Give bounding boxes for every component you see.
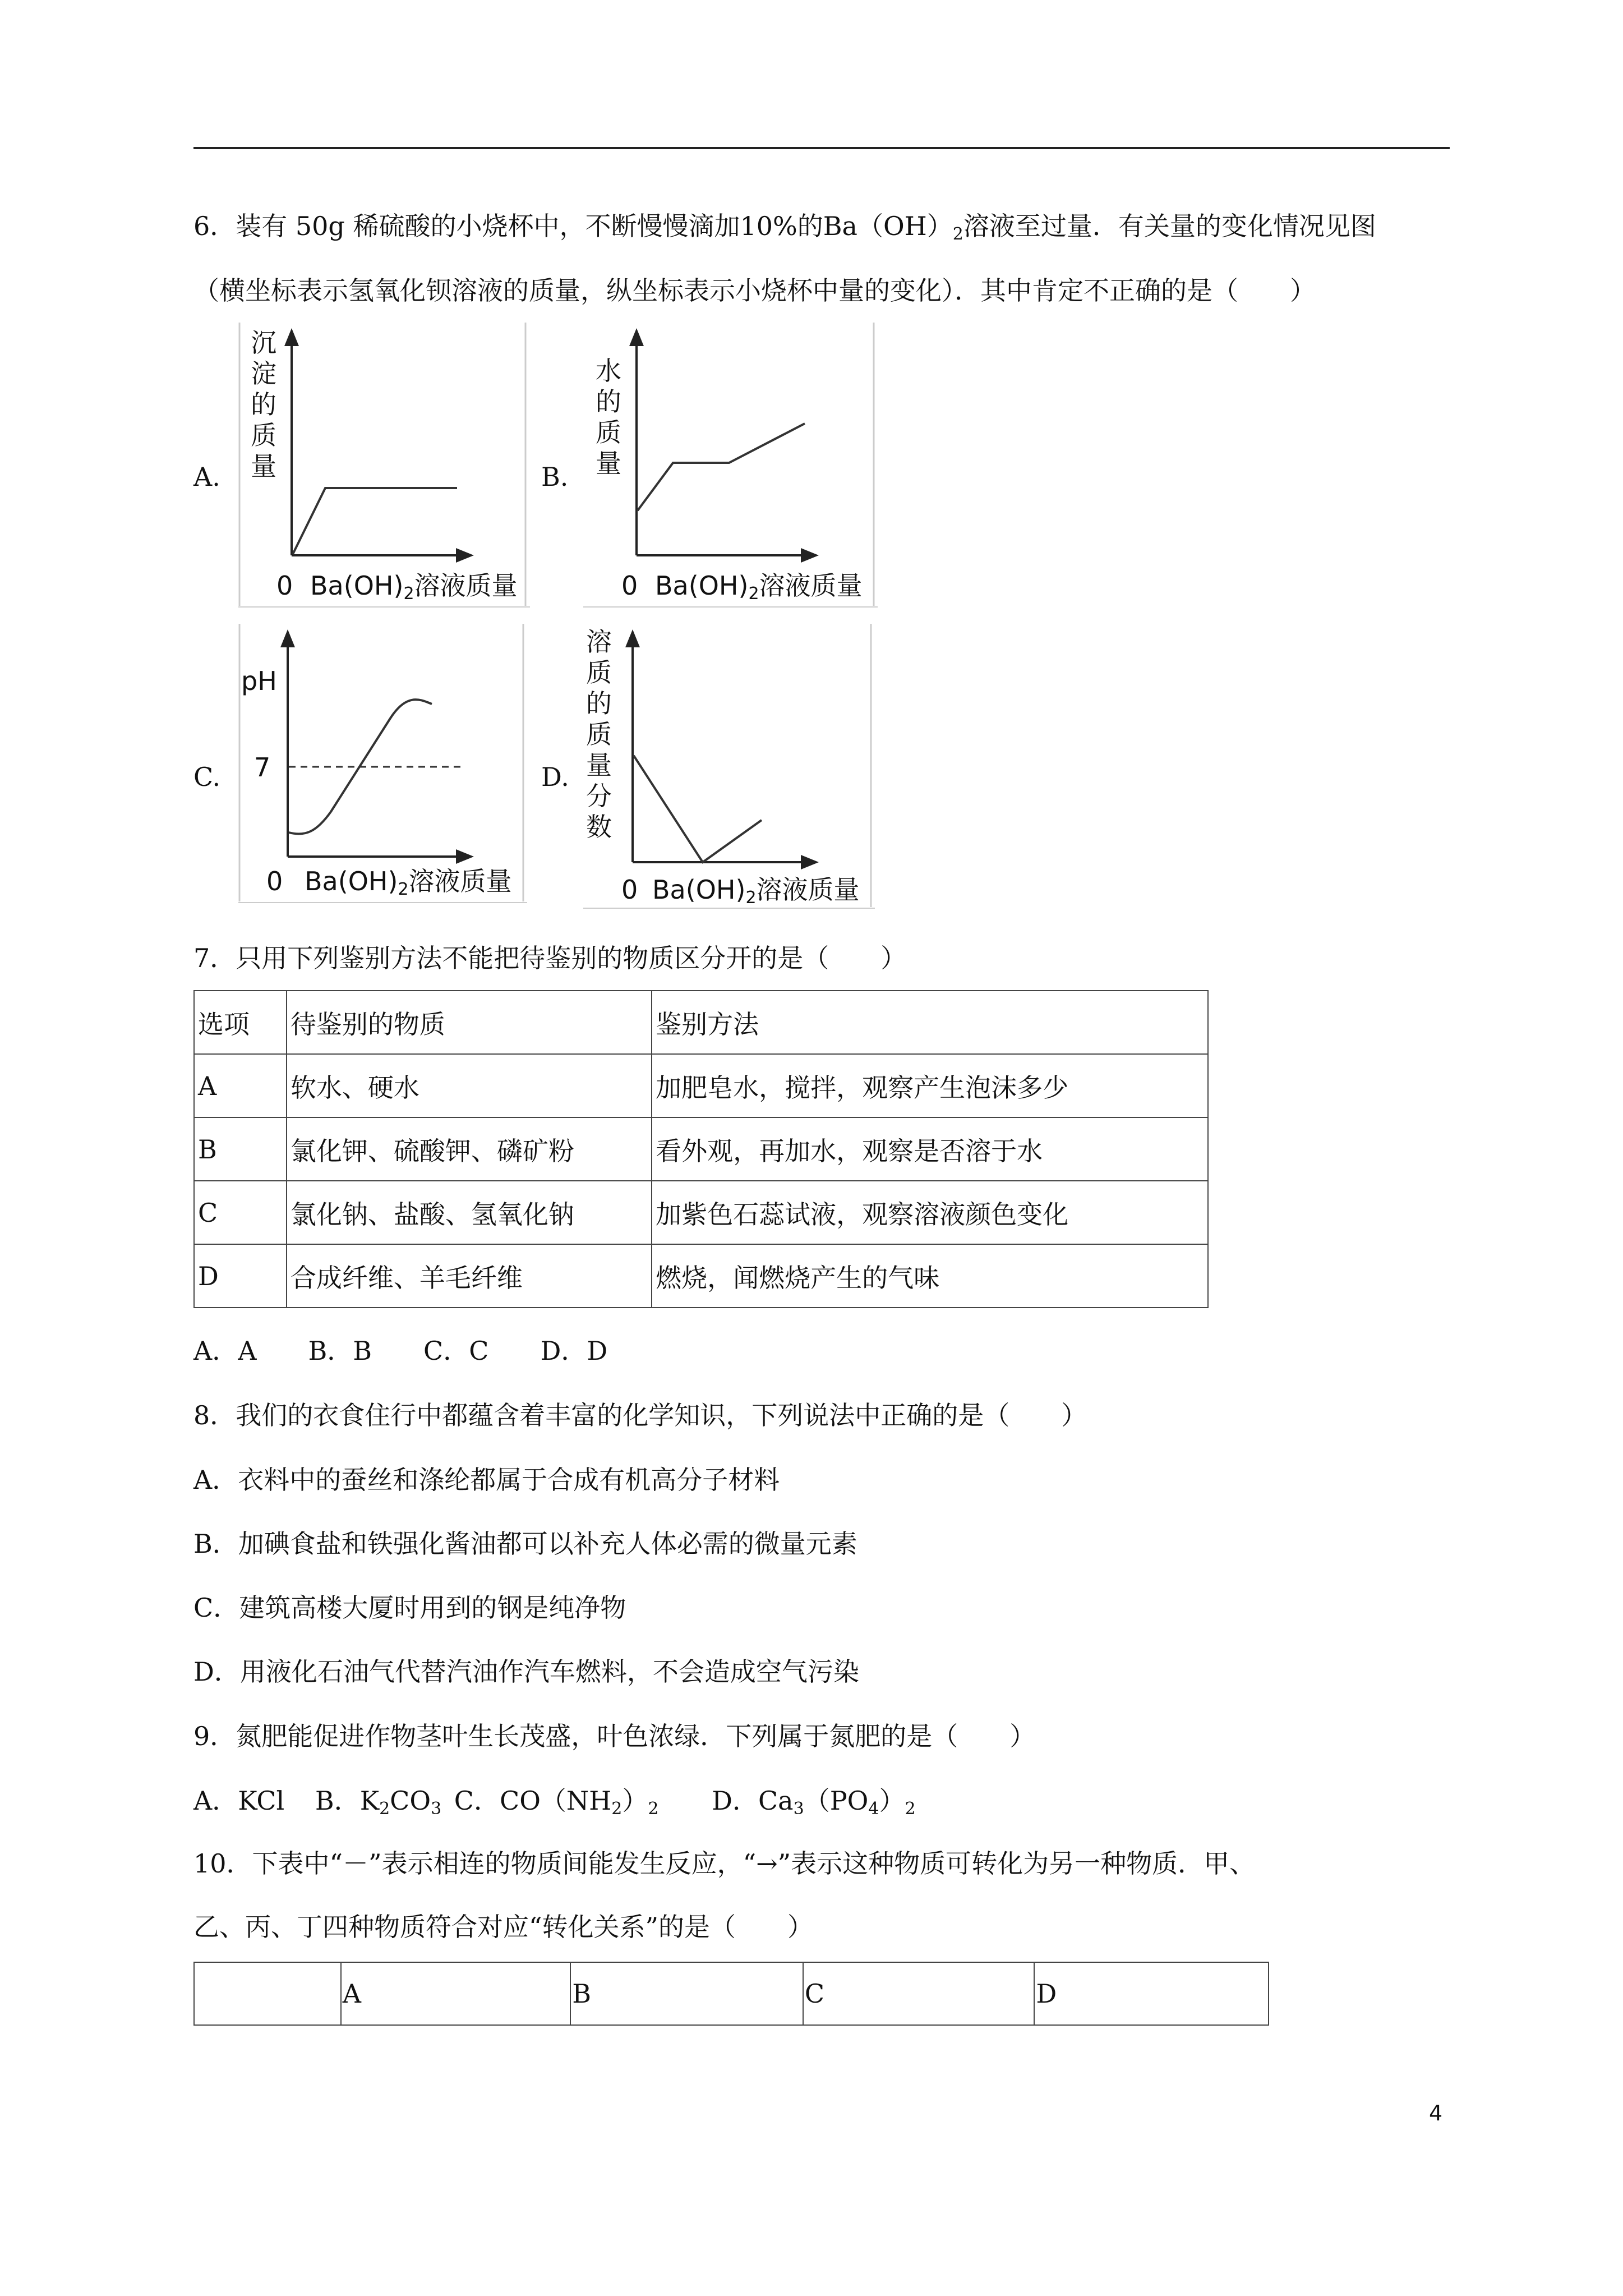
graph-a-ylabel-char: 淀 bbox=[251, 358, 276, 389]
table-cell: 氯化钠、盐酸、氢氧化钠 bbox=[287, 1181, 652, 1244]
table-header-cell bbox=[194, 1962, 341, 2025]
q6-option-b-label: B. bbox=[541, 462, 569, 492]
q6-graph-a bbox=[238, 323, 530, 609]
table-header-row bbox=[194, 1962, 1269, 2025]
table-cell: A bbox=[194, 1054, 287, 1117]
table-header-cell: D bbox=[1034, 1962, 1269, 2025]
q7-table bbox=[193, 990, 1209, 1308]
graph-d-origin: 0 bbox=[621, 875, 638, 905]
graph-b-xlabel: Ba(OH)2溶液质量 bbox=[655, 570, 863, 604]
q6-option-d-label: D. bbox=[541, 762, 569, 792]
table-header-cell: 鉴别方法 bbox=[652, 991, 1208, 1054]
table-header-cell: 选项 bbox=[194, 991, 287, 1054]
table-header-cell: B bbox=[570, 1962, 803, 2025]
table-cell: 软水、硬水 bbox=[287, 1054, 652, 1117]
table-header-cell: 待鉴别的物质 bbox=[287, 991, 652, 1054]
table-cell: 氯化钾、硫酸钾、磷矿粉 bbox=[287, 1117, 652, 1181]
page-number: 4 bbox=[1429, 2101, 1443, 2125]
q6-graph-b bbox=[583, 323, 878, 609]
graph-b-ylabel-char: 量 bbox=[596, 448, 621, 478]
q9-option-d: D．$Ca_3(PO_4)_2$ bbox=[712, 1786, 916, 1819]
table-cell: 燃烧，闻燃烧产生的气味 bbox=[652, 1244, 1208, 1308]
q6-line-2: （横坐标表示氢氧化钡溶液的质量，纵坐标表示小烧杯中量的变化）．其中肯定不正确的是（ ） bbox=[193, 275, 1316, 306]
q8-option-a: A．衣料中的蚕丝和涤纶都属于合成有机高分子材料 bbox=[193, 1465, 780, 1495]
q9-stem: 9．氮肥能促进作物茎叶生长茂盛，叶色浓绿．下列属于氮肥的是（ ） bbox=[193, 1721, 1036, 1751]
graph-c-tick-7: 7 bbox=[254, 752, 271, 783]
table-cell: D bbox=[194, 1244, 287, 1308]
graph-d-ylabel-char: 分 bbox=[586, 781, 612, 811]
graph-c-xlabel: Ba(OH)2溶液质量 bbox=[305, 866, 512, 899]
q8-option-d: D．用液化石油气代替汽油作汽车燃料，不会造成空气污染 bbox=[193, 1657, 859, 1687]
graph-a-origin: 0 bbox=[276, 570, 293, 601]
q6-graph-c bbox=[238, 624, 527, 904]
q10-line-1: 10．下表中“－”表示相连的物质间能发生反应，“→”表示这种物质可转化为另一种物质．甲、 bbox=[193, 1848, 1256, 1879]
graph-d-xlabel: Ba(OH)2溶液质量 bbox=[652, 875, 860, 908]
table-row bbox=[194, 1244, 1208, 1308]
graph-a-ylabel-char: 沉 bbox=[251, 328, 276, 358]
graph-a-xlabel: Ba(OH)2溶液质量 bbox=[310, 570, 518, 604]
graph-d-ylabel-char: 溶 bbox=[586, 627, 612, 657]
table-cell: 看外观，再加水，观察是否溶于水 bbox=[652, 1117, 1208, 1181]
q6-graph-d bbox=[583, 624, 875, 910]
graph-d-ylabel-char: 量 bbox=[586, 750, 612, 780]
q10-table bbox=[193, 1962, 1269, 2026]
graph-d-ylabel-char: 的 bbox=[586, 688, 612, 719]
q7-stem: 7．只用下列鉴别方法不能把待鉴别的物质区分开的是（ ） bbox=[193, 943, 907, 973]
graph-a-ylabel-char: 量 bbox=[251, 451, 276, 481]
table-cell: C bbox=[194, 1181, 287, 1244]
table-header-cell: C bbox=[803, 1962, 1035, 2025]
table-header-cell: A bbox=[341, 1962, 571, 2025]
table-cell: 加紫色石蕊试液，观察溶液颜色变化 bbox=[652, 1181, 1208, 1244]
graph-a-ylabel-char: 的 bbox=[251, 389, 276, 420]
q9-option-b: B．$K_2CO_3$ bbox=[315, 1786, 442, 1819]
graph-d-ylabel-char: 质 bbox=[586, 657, 612, 688]
table-header-row bbox=[194, 991, 1208, 1054]
graph-c-origin: 0 bbox=[266, 866, 283, 896]
q9-option-c: C．$CO(NH_2)_2$ bbox=[454, 1786, 659, 1819]
table-cell: B bbox=[194, 1117, 287, 1181]
graph-b-origin: 0 bbox=[621, 570, 638, 601]
q9-option-a: A．KCl bbox=[193, 1786, 285, 1816]
table-cell: 合成纤维、羊毛纤维 bbox=[287, 1244, 652, 1308]
q6-line-1: 6．装有 50g 稀硫酸的小烧杯中，不断慢慢滴加10%的$Ba(OH)_2$溶液至过量．有关量的变化情况见图 bbox=[193, 211, 1376, 244]
header-rule bbox=[193, 147, 1450, 149]
q6-option-c-label: C. bbox=[193, 762, 221, 792]
graph-d-ylabel-char: 数 bbox=[586, 812, 612, 842]
table-cell: 加肥皂水，搅拌，观察产生泡沫多少 bbox=[652, 1054, 1208, 1117]
q8-option-c: C．建筑高楼大厦时用到的钢是纯净物 bbox=[193, 1593, 626, 1623]
graph-d-ylabel-char: 质 bbox=[586, 719, 612, 749]
graph-b-ylabel-char: 质 bbox=[596, 417, 621, 448]
q8-option-b: B．加碘食盐和铁强化酱油都可以补充人体必需的微量元素 bbox=[193, 1529, 857, 1559]
q8-stem: 8．我们的衣食住行中都蕴含着丰富的化学知识，下列说法中正确的是（ ） bbox=[193, 1400, 1087, 1430]
table-row bbox=[194, 1117, 1208, 1181]
graph-c-ylabel: pH bbox=[241, 666, 277, 696]
q9-options bbox=[193, 1784, 916, 1826]
q6-option-a-label: A. bbox=[193, 462, 220, 492]
q7-options: A．A B．B C．C D．D bbox=[193, 1336, 608, 1366]
table-row bbox=[194, 1181, 1208, 1244]
graph-a-ylabel-char: 质 bbox=[251, 420, 276, 450]
graph-b-ylabel-char: 水 bbox=[596, 356, 621, 386]
graph-b-ylabel-char: 的 bbox=[596, 386, 621, 417]
table-row bbox=[194, 1054, 1208, 1117]
q10-line-2: 乙、丙、丁四种物质符合对应“转化关系”的是（ ） bbox=[193, 1912, 814, 1942]
